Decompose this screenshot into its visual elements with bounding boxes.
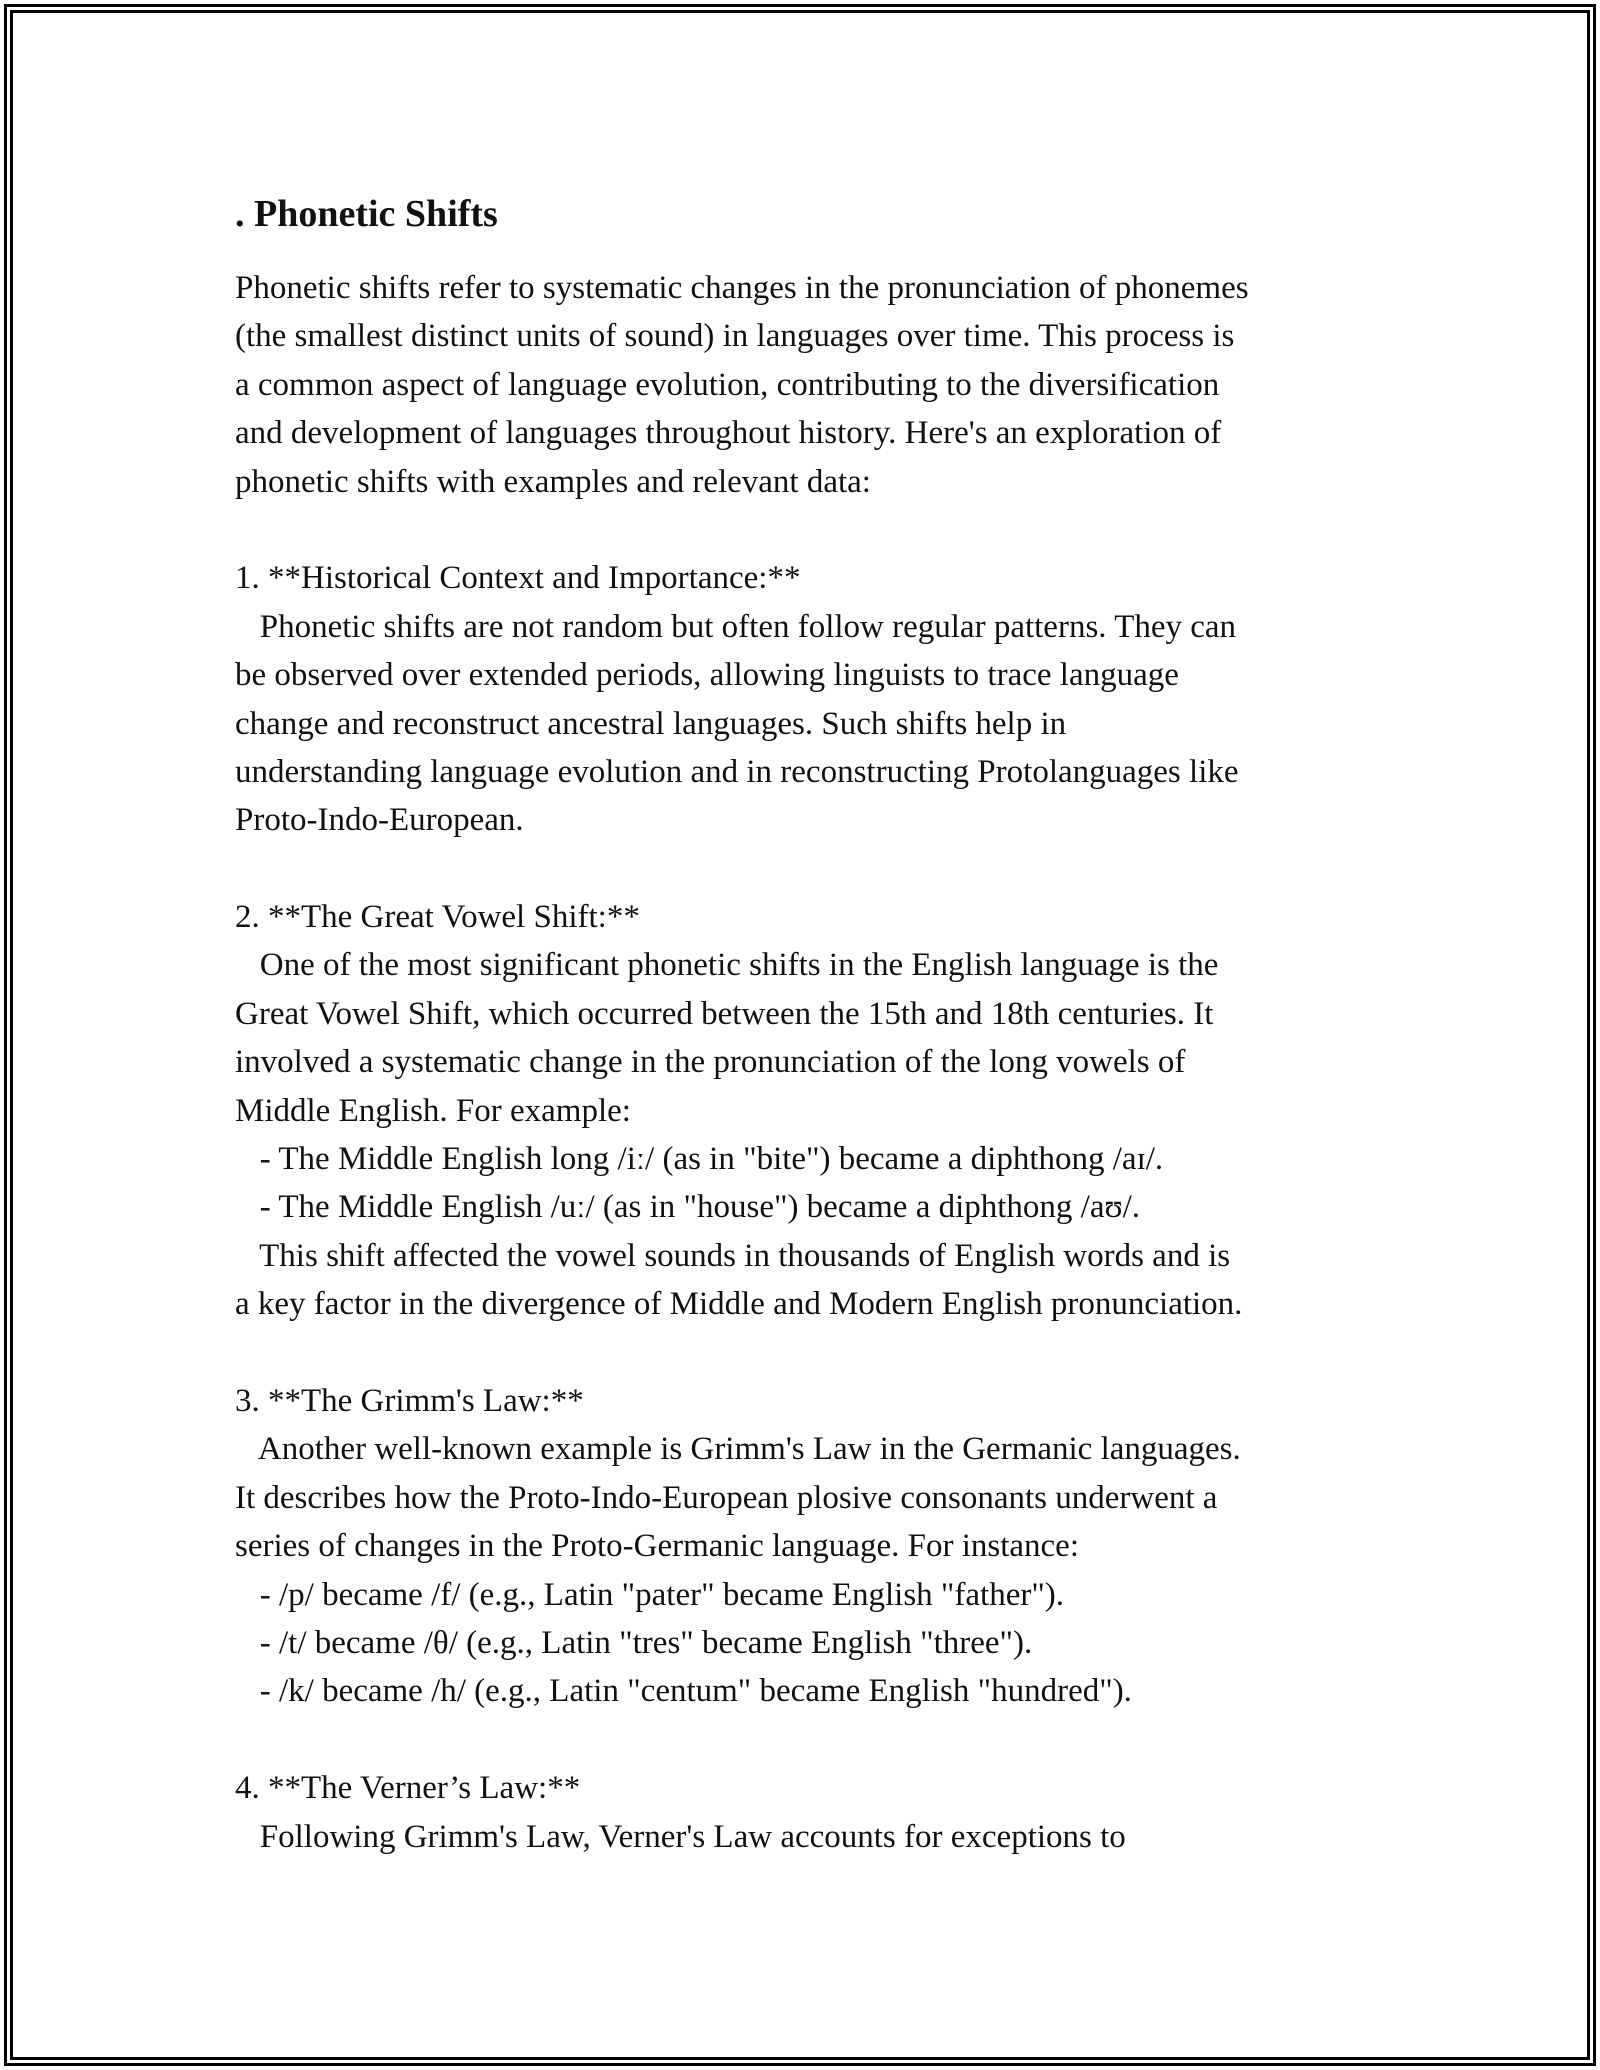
paragraph-line: Great Vowel Shift, which occurred between the 15th and 18th centuries. It [235, 995, 1214, 1032]
paragraph-line: Phonetic shifts refer to systematic changes in the pronunciation of phonemes [235, 270, 1249, 306]
paragraph-line: a common aspect of language evolution, contributing to the diversification [235, 366, 1220, 403]
paragraph-line: involved a systematic change in the pronunciation of the long vowels of [235, 1044, 1186, 1081]
paragraph-line: Another well-known example is Grimm's Law in the Germanic languages. [235, 1431, 1241, 1468]
paragraph-line: Phonetic shifts are not random but often follow regular patterns. They can [235, 608, 1237, 645]
section-verners-law [235, 1764, 1385, 1861]
paragraph-line: One of the most significant phonetic shifts in the English language is the [235, 947, 1219, 984]
paragraph-line: phonetic shifts with examples and relevant data: [235, 463, 871, 500]
section-title: 1. **Historical Context and Importance:** [235, 560, 801, 597]
paragraph-line: It describes how the Proto-Indo-European plosive consonants underwent a [235, 1479, 1218, 1516]
paragraph-line: and development of languages throughout history. Here's an exploration of [235, 415, 1222, 452]
paragraph-line: Following Grimm's Law, Verner's Law accounts for exceptions to [235, 1818, 1126, 1855]
paragraph-line: Middle English. For example: [235, 1092, 631, 1129]
paragraph-gap [235, 1716, 1385, 1764]
list-item: - The Middle English /uː/ (as in "house") became a diphthong /aʊ/. [235, 1189, 1141, 1226]
page-title: . Phonetic Shifts [235, 193, 498, 235]
section-title: 2. **The Great Vowel Shift:** [235, 899, 640, 936]
paragraph-line: series of changes in the Proto-Germanic language. For instance: [235, 1528, 1079, 1565]
paragraph-line: This shift affected the vowel sounds in thousands of English words and is [235, 1237, 1231, 1274]
list-item: - The Middle English long /iː/ (as in "bite") became a diphthong /aɪ/. [235, 1141, 1164, 1178]
section-historical-context [235, 554, 1385, 844]
list-item: - /k/ became /h/ (e.g., Latin "centum" became English "hundred"). [235, 1673, 1132, 1710]
paragraph-gap [235, 845, 1385, 893]
document-page [235, 190, 1385, 1861]
section-great-vowel-shift [235, 893, 1385, 1329]
paragraph-gap [235, 506, 1385, 554]
paragraph-line: a key factor in the divergence of Middle and Modern English pronunciation. [235, 1286, 1243, 1323]
paragraph-line: change and reconstruct ancestral languages. Such shifts help in [235, 705, 1067, 742]
paragraph-line: (the smallest distinct units of sound) in languages over time. This process is [235, 318, 1235, 355]
paragraph-line: understanding language evolution and in reconstructing Protolanguages like [235, 753, 1239, 790]
intro-paragraph [235, 264, 1385, 506]
paragraph-line: Proto-Indo-European. [235, 802, 524, 839]
section-grimms-law [235, 1377, 1385, 1716]
section-title: 4. **The Verner’s Law:** [235, 1770, 581, 1807]
paragraph-gap [235, 1329, 1385, 1377]
paragraph-line: be observed over extended periods, allowing linguists to trace language [235, 657, 1179, 694]
section-title: 3. **The Grimm's Law:** [235, 1382, 584, 1419]
list-item: - /p/ became /f/ (e.g., Latin "pater" became English "father"). [235, 1576, 1065, 1613]
list-item: - /t/ became /θ/ (e.g., Latin "tres" became English "three"). [235, 1624, 1033, 1661]
